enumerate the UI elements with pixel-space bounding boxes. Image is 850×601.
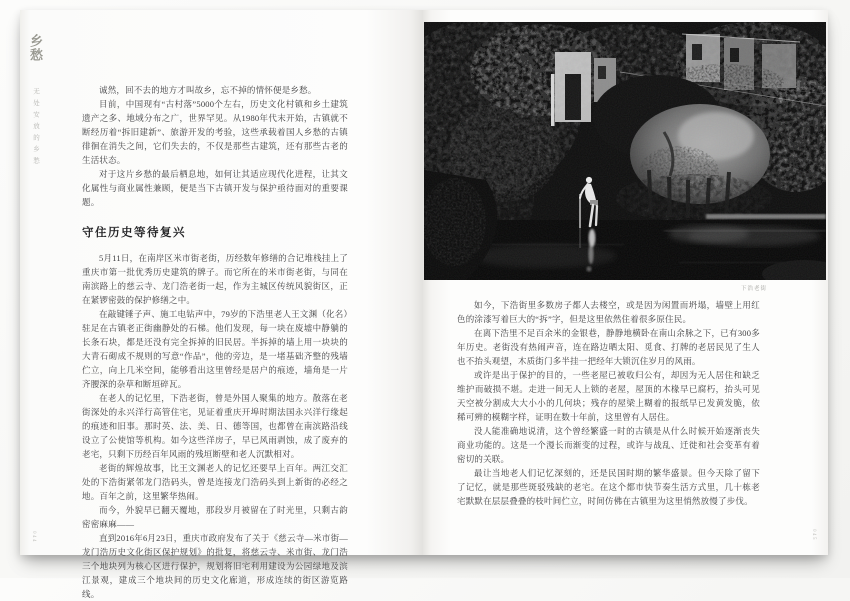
old-street-photo xyxy=(424,22,826,280)
right-page xyxy=(423,10,828,555)
paragraph: 在老人的记忆里，下浩老街，曾是外国人聚集的地方。散落在老街深处的永兴洋行高管住宅，见证着重庆开埠时期法国永兴洋行缘起的痕迹和旧事。那时英、法、美、日、德等国，也都曾在南滨路沿线设立了公使馆等机构。如今这些洋房子，早已风雨剥蚀，成了废弃的老宅，只剩下历经百年风雨的残垣断壁和老人沉默相对。 xyxy=(82,393,348,459)
left-page xyxy=(20,10,423,599)
right-page-number: 045 xyxy=(811,529,816,541)
book-spread xyxy=(20,10,828,599)
right-page-text-column xyxy=(457,298,760,508)
paragraph: 直到2016年6月23日，重庆市政府发布了关于《慈云寺—米市街—龙门浩历史文化街区保护规划》的批复，将慈云寺、米市街、龙门浩三个地块列为核心区进行保护，规划将旧宅利用建设为公园绿地及滨江景观，建成三个地块间的历史文化廊道，形成连续的街区游览路线。 xyxy=(82,533,348,599)
paragraph: 在离下浩里不足百余米的金银巷，静静地横卧在南山余脉之下，已有300多年历史。老街没有热闹声音，连在路边晒太阳、觅食、打牌的老居民见了生人也不抬头观望，木质街门多半挂一把经年大锁沉住岁月的风雨。 xyxy=(457,328,760,366)
paragraph: 没人能准确地说清，这个曾经繁盛一时的古镇是从什么时候开始逐渐丧失商业功能的。这是一个漫长而渐变的过程，或许与战乱、迁徙和社会变革有着密切的关联。 xyxy=(457,426,760,464)
body-paragraphs xyxy=(82,251,348,601)
margin-running-title: 无处安放的乡愁 xyxy=(32,88,39,169)
paragraph: 在敲键锤子声、施工电钻声中，79岁的下浩里老人王文渊（化名）驻足在古镇老正街幽静处的石梯。他们发现，每一块在废墟中静躺的长条石块，都是还没有完全拆掉的旧民居。半拆掉的墙上用一块块的大青石砌成不规则的写意“作品”，他的旁边，是一堵基础齐整的残墙伫立，向上几米空间，能够看出这里曾经是居户的痕迹，墙角是一片齐腰深的杂草和断垣碎瓦。 xyxy=(82,309,348,389)
paragraph: 或许是出于保护的目的，一些老屋已被收归公有，却因为无人居住和缺乏维护而破损不堪。走进一间无人上锁的老屋，屋顶的木椽早已腐朽，抬头可见天空被分割成大大小小的几何块；残存的屋梁上糊着的报纸早已发黄发脆，依稀可辨的模糊字样，证明在数十年前，这里曾有人居住。 xyxy=(457,370,760,422)
margin-logo-mark: 乡愁 xyxy=(28,34,43,62)
paragraph: 最让当地老人们记忆深刻的，还是民国时期的繁华盛景。但今天除了留下了记忆，就是那些斑驳残缺的老宅。在这个都市快节奏生活方式里，几十栋老宅默默在层层叠叠的枝叶间伫立，时间仿佛在古镇里为这里悄然放慢了步伐。 xyxy=(457,468,760,506)
photo-caption: 下浩老街 xyxy=(740,286,767,292)
paragraph: 5月11日，在南岸区米市街老街，历经数年修缮的合记堆栈挂上了重庆市第一批优秀历史建筑的牌子。而它所在的米市街老街，与同在南滨路上的慈云寺、龙门浩老街一起，作为主城区传统风貌街区，正在紧锣密鼓的保护修缮之中。 xyxy=(82,253,348,305)
right-paragraphs xyxy=(457,298,760,508)
paragraph: 诚然，回不去的地方才叫故乡，忘不掉的情怀便是乡愁。 xyxy=(99,85,317,95)
paragraph: 而今，外貌早已翻天覆地，那段岁月被留在了时光里，只剩古韵密密麻麻—— xyxy=(82,505,348,529)
section-heading: 守住历史等待复兴 xyxy=(82,227,186,239)
photo-illustration xyxy=(424,22,826,280)
paragraph: 目前，中国现有“古村落”5000个左右，历史文化村镇和乡土建筑遗产之多、地域分布之广，世界罕见。从1980年代末开始，古镇就不断经历着“拆旧建新”、旅游开发的考验，这些承载着国人乡愁的古镇徘徊在消失之间，它们失去的，不仅是那些古建筑，还有那些古老的生活状态。 xyxy=(82,99,348,165)
left-page-text-column xyxy=(82,83,348,601)
left-page-number: 044 xyxy=(31,531,36,543)
paragraph: 对于这片乡愁的最后栖息地，如何让其适应现代化进程，让其文化属性与商业属性兼顾，便是当下古镇开发与保护亟待面对的重要课题。 xyxy=(82,169,348,207)
paragraph: 老街的辉煌故事，比王文渊老人的记忆还要早上百年。两江交汇处的下浩街紧邻龙门浩码头，曾是连接龙门浩码头到上新街的必经之地。百年之前，这里繁华热闹。 xyxy=(82,463,348,501)
paragraph: 如今，下浩街里多数房子都人去楼空，或是因为闲置而坍塌，墙壁上用红色的涂漆写着巨大的“拆”字，但是这里依然住着很多原住民。 xyxy=(457,300,760,324)
film-grain-overlay xyxy=(424,22,826,280)
intro-paragraphs xyxy=(82,83,348,209)
